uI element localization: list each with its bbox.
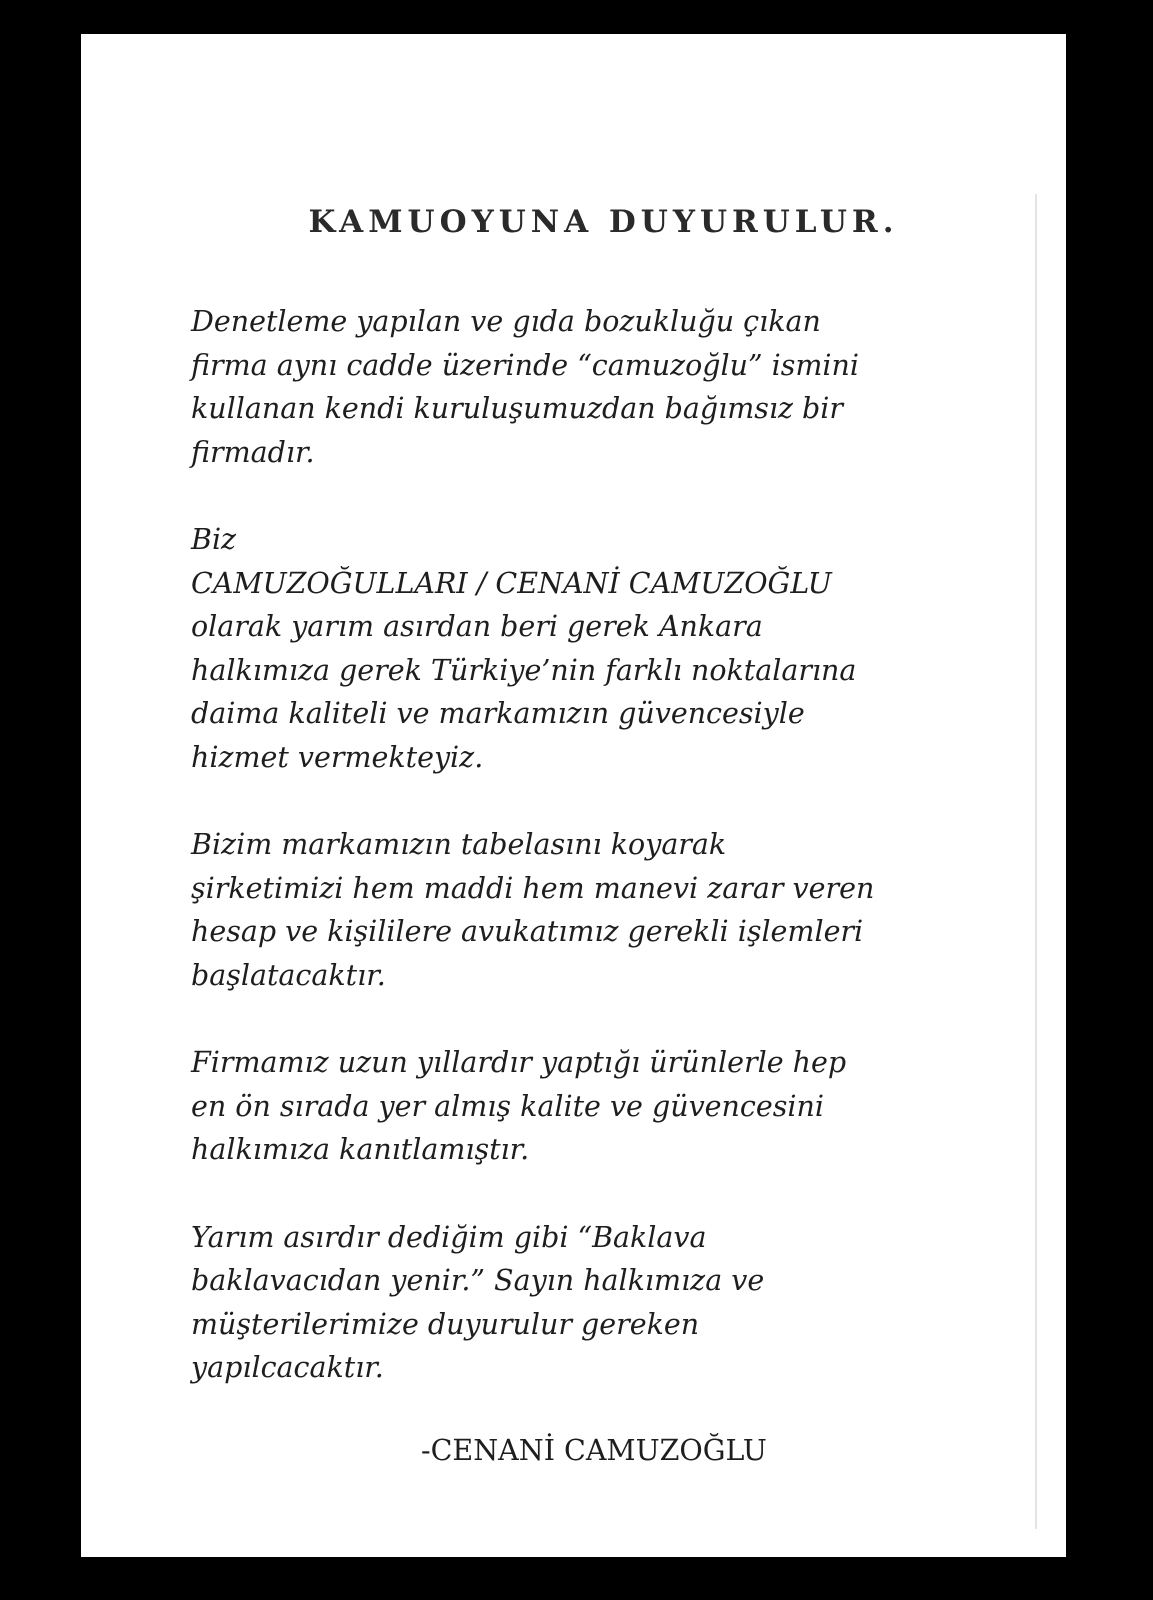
text-line: Biz	[191, 523, 237, 556]
text-line: halkımıza gerek Türkiye’nin farklı noktalarına	[191, 653, 857, 687]
text-line: Denetleme yapılan ve gıda bozukluğu çıkan	[191, 305, 821, 338]
text-line: CAMUZOĞULLARI / CENANİ CAMUZOĞLU	[191, 566, 832, 600]
text-line: kullanan kendi kuruluşumuzdan bağımsız bir	[191, 392, 844, 425]
text-line: Yarım asırdır dediğim gibi “Baklava	[191, 1220, 707, 1254]
text-line: baklavacıdan yenir.” Sayın halkımıza ve	[191, 1264, 765, 1297]
text-line: firmadır.	[191, 435, 315, 469]
text-line: firma aynı cadde üzerinde “camuzoğlu” ismini	[191, 348, 859, 382]
signature: -CENANİ CAMUZOĞLU	[421, 1434, 767, 1467]
text-line: müşterilerimize duyurulur gereken	[191, 1307, 700, 1341]
text-line: şirketimizi hem maddi hem manevi zarar veren	[191, 871, 875, 905]
paragraph-5	[191, 1216, 971, 1390]
paragraph-2	[191, 518, 971, 779]
text-line: başlatacaktır.	[191, 958, 386, 992]
text-line: olarak yarım asırdan beri gerek Ankara	[191, 610, 763, 643]
announcement-title: KAMUOYUNA DUYURULUR.	[308, 204, 899, 240]
paragraph-1	[191, 300, 971, 474]
text-line: hizmet vermekteyiz.	[191, 740, 484, 774]
text-line: en ön sırada yer almış kalite ve güvencesini	[191, 1089, 824, 1123]
announcement-body	[191, 300, 971, 1434]
text-line: Firmamız uzun yıllardır yaptığı ürünlerle hep	[191, 1046, 847, 1079]
page-edge-divider	[1035, 194, 1037, 1529]
paragraph-4	[191, 1041, 971, 1172]
announcement-page	[81, 34, 1066, 1557]
text-line: hesap ve kişililere avukatımız gerekli işlemleri	[191, 915, 864, 948]
text-line: yapılcacaktır.	[191, 1351, 384, 1384]
text-line: Bizim markamızın tabelasını koyarak	[191, 828, 727, 861]
text-line: daima kaliteli ve markamızın güvencesiyle	[191, 697, 805, 730]
paragraph-3	[191, 823, 971, 997]
text-line: halkımıza kanıtlamıştır.	[191, 1133, 530, 1166]
